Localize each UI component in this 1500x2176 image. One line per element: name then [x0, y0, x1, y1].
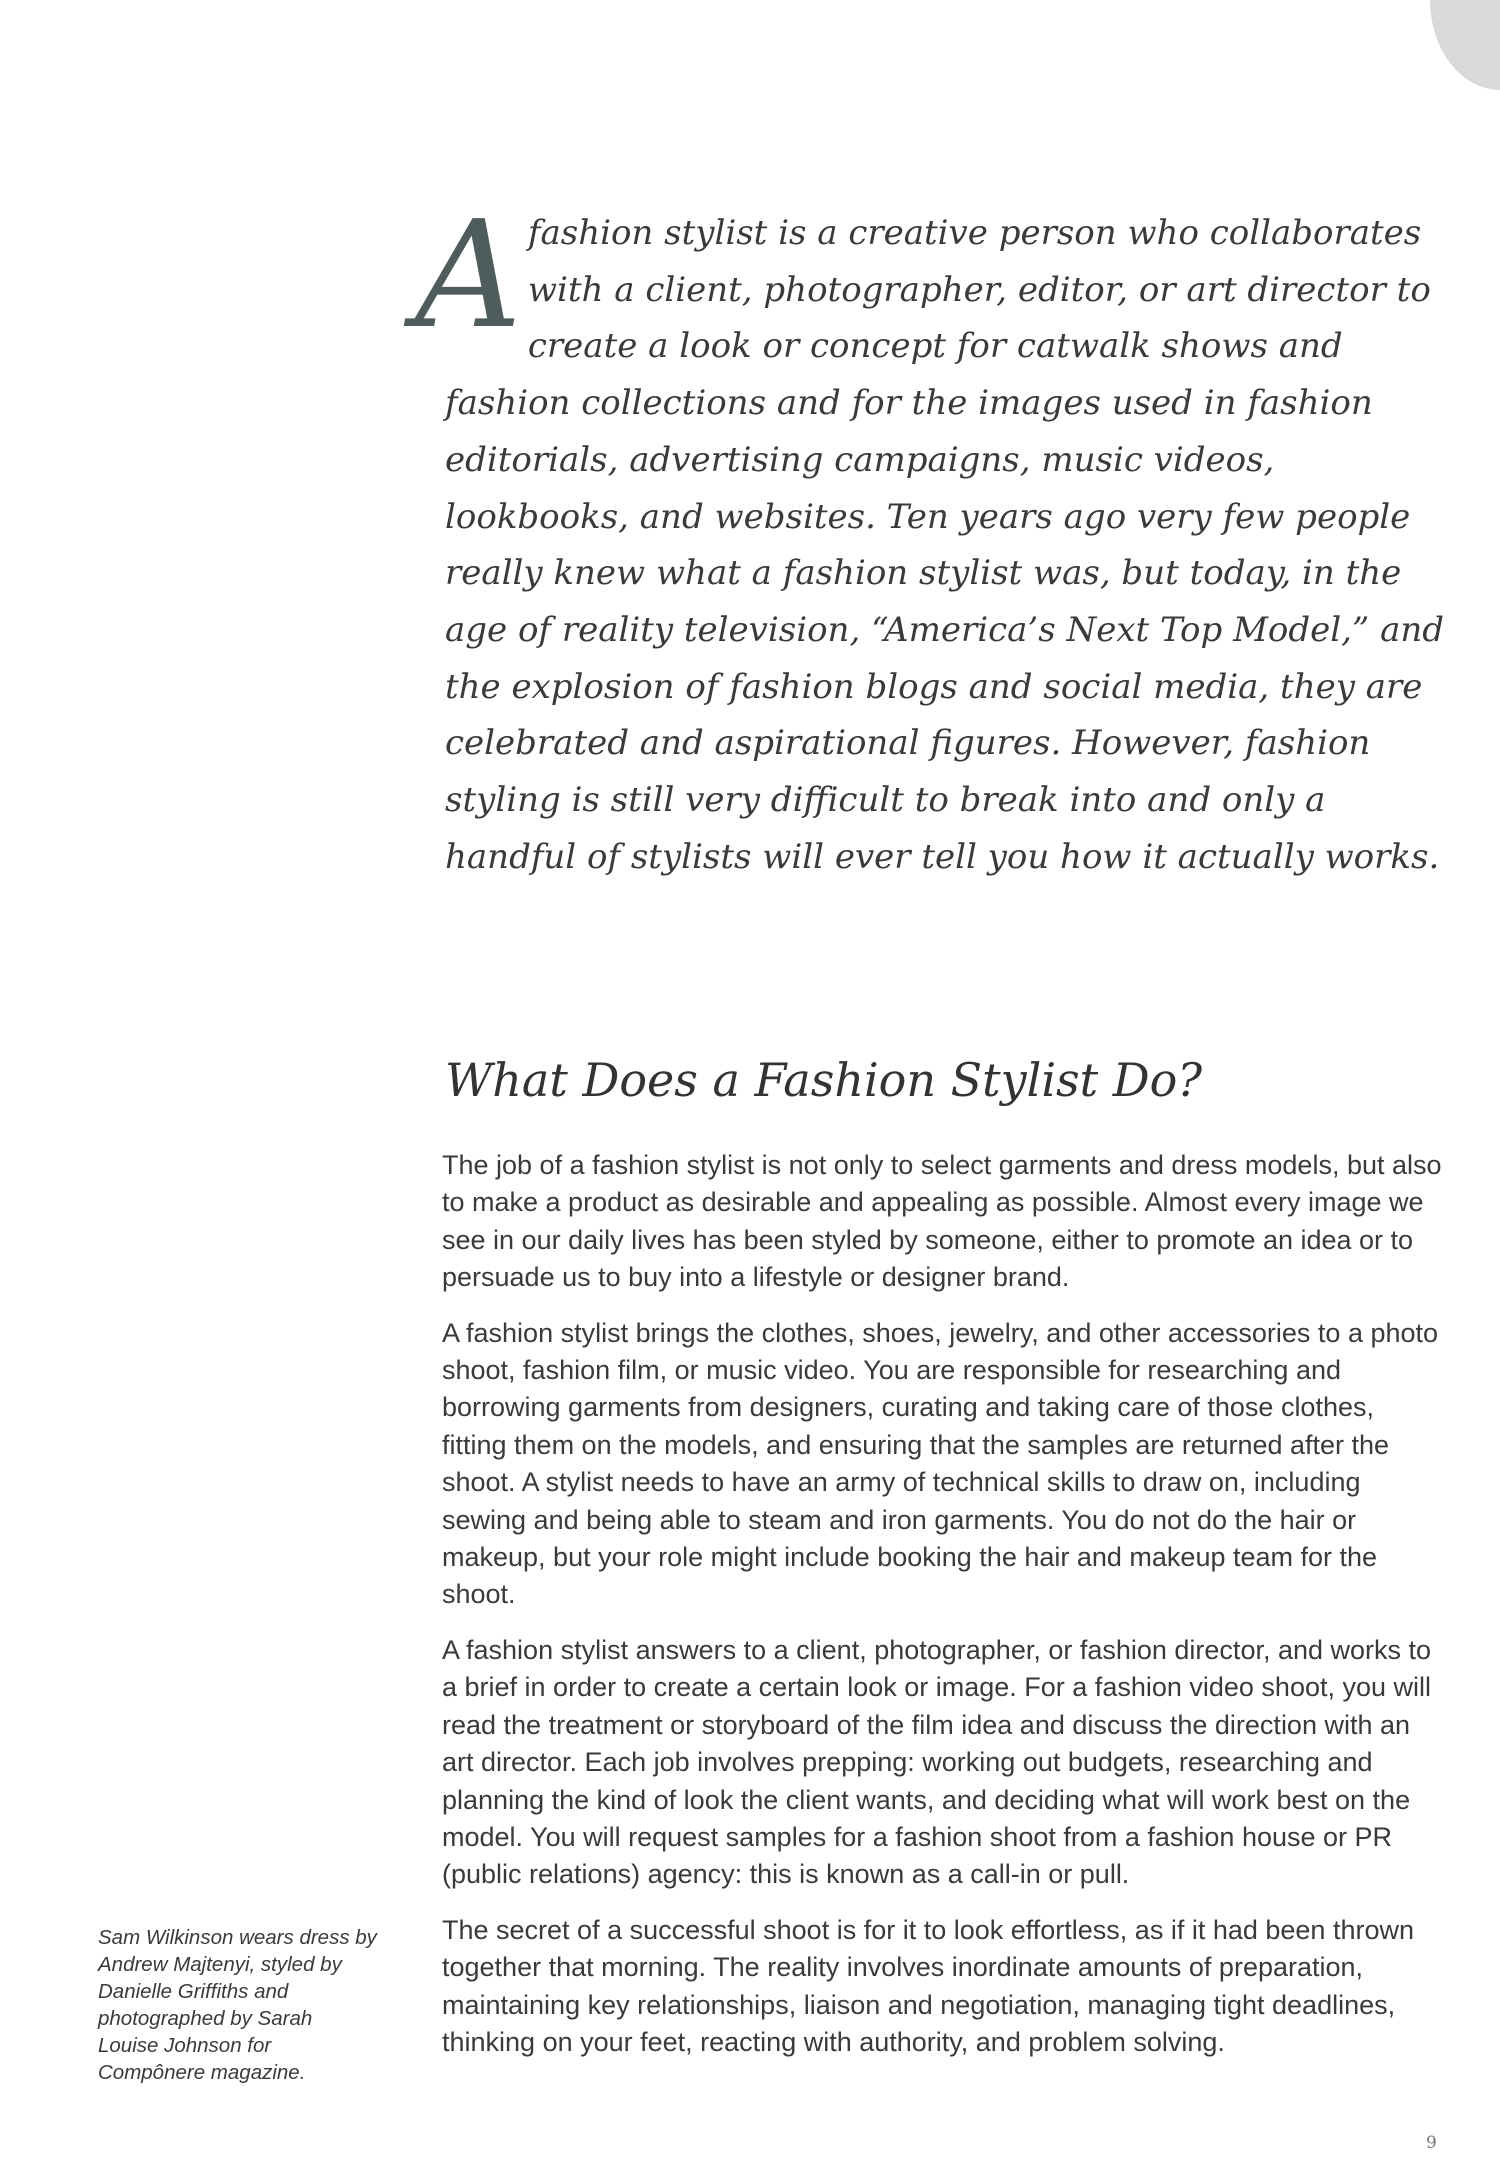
body-paragraph-3: A fashion stylist answers to a client, photographer, or fashion director, and works to a brief in order to create a certain look or image. For a fashion video shoot, you will read the treatment or storyboard of the film idea and discuss the direction with an art director. Each job involves prepping: working out budgets, researching and planning the kind of look the client wants, and deciding what will work best on the model. You will request samples for a fashion shoot from a fashion house or PR (public relations) agency: this is known as a call-in or pull.: [442, 1634, 1432, 1890]
drop-cap: A: [415, 189, 522, 361]
body-paragraph-1: The job of a fashion stylist is not only to select garments and dress models, but also to make a product as desirable and appealing as possible. Almost every image we see in our daily lives has been styled by someone, either to promote an idea or to persuade us to buy into a lifestyle or designer brand.: [442, 1150, 1442, 1293]
page-number: 9: [1426, 2133, 1437, 2153]
intro-text: fashion stylist is a creative person who collaborates with a client, photographer, editor, or art director to create a look or concept for catwalk shows and fashion collections and for the images used in fashion editorials, advertising campaigns, music videos, lookbooks, and websites. Ten years ago very few people really knew what a fashion stylist was, but today, in the age of reality television, “America’s Next Top Model,” and the explosion of fashion blogs and social media, they are celebrated and aspirational figures. However, fashion styling is still very difficult to break into and only a handful of stylists will ever tell you how it actually works.: [445, 213, 1445, 877]
page-corner: [1430, 0, 1500, 90]
body-paragraph-4: The secret of a successful shoot is for it to look effortless, as if it had been thrown together that morning. The reality involves inordinate amounts of preparation, maintaining key relationships, liaison and negotiation, managing tight deadlines, thinking on your feet, reacting with authority, and problem solving.: [442, 1914, 1414, 2057]
body-text: [442, 1147, 1445, 2079]
photo-caption: Sam Wilkinson wears dress by Andrew Majtenyi, styled by Danielle Griffiths and photographed by Sarah Louise Johnson for Compônere magazine.: [98, 1926, 377, 2084]
section-heading: What Does a Fashion Stylist Do?: [445, 1053, 1202, 1107]
body-paragraph-2: A fashion stylist brings the clothes, shoes, jewelry, and other accessories to a photo shoot, fashion film, or music video. You are responsible for researching and borrowing garments from designers, curating and taking care of those clothes, fitting them on the models, and ensuring that the samples are returned after the shoot. A stylist needs to have an army of technical skills to draw on, including sewing and being able to steam and iron garments. You do not do the hair or makeup, but your role might include booking the hair and makeup team for the shoot.: [442, 1317, 1439, 1610]
intro-paragraph: [415, 189, 1445, 885]
